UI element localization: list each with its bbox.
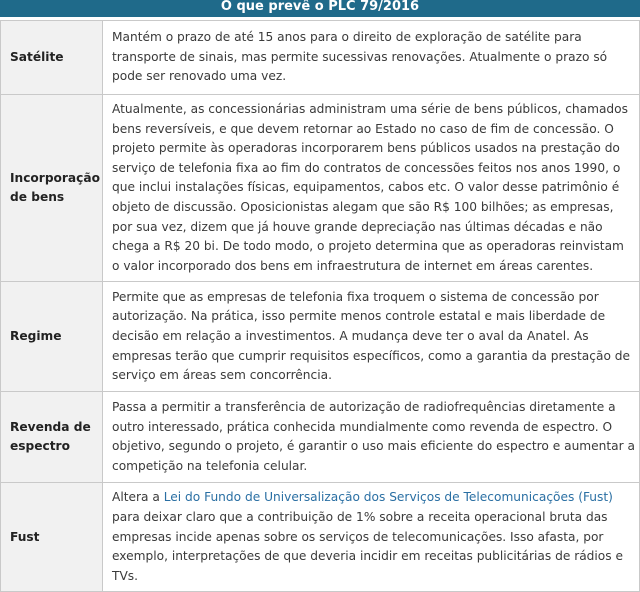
- table-row: [1, 392, 640, 483]
- row-label-incorporacao-de-bens: Incorporação de bens: [1, 95, 103, 282]
- row-text-incorporacao-de-bens: Atualmente, as concessionárias administram uma série de bens públicos, chamados bens reversíveis, e que devem retornar ao Estado no caso de fim de concessão. O projeto permite às operadoras incorporarem bens públicos usados na prestação do serviço de telefonia fixa ao fim do contratos de concessões feitos nos anos 1990, o que inclui instalações físicas, equipamentos, cabos etc. O valor desse patrimônio é objeto de discussão. Oposicionistas alegam que são R$ 100 bilhões; as empresas, por sua vez, dizem que já houve grande depreciação nas últimas décadas e não chega a R$ 20 bi. De todo modo, o projeto determina que as operadoras reinvistam o valor incorporado dos bens em infraestrutura de internet em áreas carentes.: [103, 95, 640, 282]
- row-text-satelite: Mantém o prazo de até 15 anos para o direito de exploração de satélite para transporte de sinais, mas permite sucessivas renovações. Atualmente o prazo só pode ser renovado uma vez.: [103, 21, 640, 95]
- fust-text-before: Altera a: [112, 490, 164, 505]
- fust-text-after: para deixar claro que a contribuição de 1% sobre a receita operacional bruta das empresas incide apenas sobre os serviços de telecomunicações. Isso afasta, por exemplo, interpretações de que deveria incidir em receitas publicitárias de rádios e TVs.: [112, 509, 623, 583]
- fust-law-link[interactable]: Lei do Fundo de Universalização dos Serviços de Telecomunicações (Fust): [163, 490, 613, 505]
- table-row: [1, 483, 640, 592]
- row-label-revenda-de-espectro: Revenda de espectro: [1, 392, 103, 483]
- table-row: [1, 21, 640, 95]
- row-label-fust: Fust: [1, 483, 103, 592]
- row-label-regime: Regime: [1, 282, 103, 392]
- table-row: [1, 95, 640, 282]
- provisions-table: [0, 20, 640, 592]
- table-row: [1, 282, 640, 392]
- row-label-satelite: Satélite: [1, 21, 103, 95]
- row-text-revenda-de-espectro: Passa a permitir a transferência de autorização de radiofrequências diretamente a outro interessado, prática conhecida mundialmente como revenda de espectro. O objetivo, segundo o projeto, é garantir o uso mais eficiente do espectro e aumentar a competição na telefonia celular.: [103, 392, 640, 483]
- row-text-regime: Permite que as empresas de telefonia fixa troquem o sistema de concessão por autorização. Na prática, isso permite menos controle estatal e mais liberdade de decisão em relação a investimentos. A mudança deve ter o aval da Anatel. As empresas terão que cumprir requisitos específicos, como a garantia da prestação de serviço em áreas sem concorrência.: [103, 282, 640, 392]
- table-title: O que prevê o PLC 79/2016: [0, 0, 640, 20]
- row-text-fust: [103, 483, 640, 592]
